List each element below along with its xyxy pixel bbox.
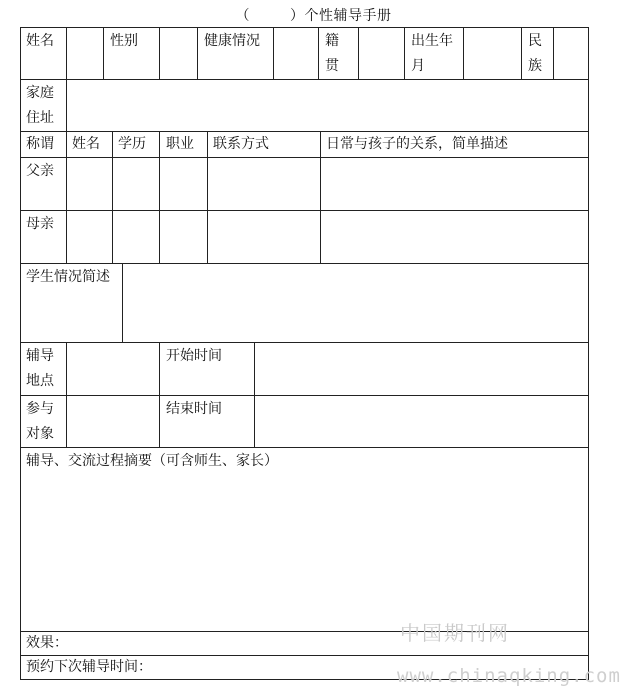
effect-label: 效果： <box>26 635 68 651</box>
row-line <box>20 79 588 80</box>
row-line <box>20 342 588 343</box>
end-time-label: 结束时间 <box>166 401 222 417</box>
native-place-label-1: 籍 <box>325 33 339 49</box>
birth-label-1: 出生年 <box>411 33 453 49</box>
title-close-paren: ） <box>290 8 305 24</box>
col-line <box>197 27 198 79</box>
row-line <box>20 395 588 396</box>
contact-header: 联系方式 <box>213 136 269 152</box>
relation-header: 称谓 <box>26 136 54 152</box>
col-line <box>207 131 208 263</box>
col-line <box>320 131 321 263</box>
participants-label-1: 参与 <box>26 401 54 417</box>
title-text: 个性辅导手册 <box>304 8 392 24</box>
col-line <box>112 131 113 263</box>
col-line <box>66 27 67 79</box>
student-summary-label: 学生情况简述 <box>26 269 110 285</box>
col-line <box>122 263 123 342</box>
col-line <box>103 27 104 79</box>
col-line <box>159 342 160 447</box>
process-summary-label: 辅导、交流过程摘要（可含师生、家长） <box>26 453 278 469</box>
border-right <box>588 27 589 680</box>
col-line <box>318 27 319 79</box>
occupation-header: 职业 <box>166 136 194 152</box>
start-time-label: 开始时间 <box>166 348 222 364</box>
mother-label: 母亲 <box>26 216 54 232</box>
border-left <box>20 27 21 680</box>
place-label-1: 辅导 <box>26 348 54 364</box>
next-appointment-label: 预约下次辅导时间： <box>26 659 152 675</box>
col-line <box>404 27 405 79</box>
birth-label-2: 月 <box>411 58 425 74</box>
col-line <box>254 342 255 447</box>
col-line <box>66 342 67 447</box>
col-line <box>66 79 67 131</box>
address-label-2: 住址 <box>26 110 54 126</box>
native-place-label-2: 贯 <box>325 58 339 74</box>
col-line <box>159 27 160 79</box>
education-header: 学历 <box>118 136 146 152</box>
border-top <box>20 27 588 28</box>
address-label-1: 家庭 <box>26 85 54 101</box>
health-label: 健康情况 <box>204 33 260 49</box>
col-line <box>358 27 359 79</box>
col-line <box>521 27 522 79</box>
place-label-2: 地点 <box>26 373 54 389</box>
relationship-header: 日常与孩子的关系，简单描述 <box>326 136 508 152</box>
title-open-paren: （ <box>235 8 250 24</box>
col-line <box>553 27 554 79</box>
row-line <box>20 157 588 158</box>
watermark-url: www.chinaqking.com <box>397 665 621 687</box>
watermark-logo: 中国期刊网 <box>400 621 510 645</box>
participants-label-2: 对象 <box>26 426 54 442</box>
col-line <box>66 131 67 263</box>
father-label: 父亲 <box>26 163 54 179</box>
col-line <box>273 27 274 79</box>
row-line <box>20 210 588 211</box>
col-line <box>159 131 160 263</box>
parent-name-header: 姓名 <box>72 136 100 152</box>
name-label: 姓名 <box>26 33 54 49</box>
col-line <box>463 27 464 79</box>
ethnic-label-1: 民 <box>528 33 542 49</box>
ethnic-label-2: 族 <box>528 58 542 74</box>
gender-label: 性别 <box>110 33 138 49</box>
